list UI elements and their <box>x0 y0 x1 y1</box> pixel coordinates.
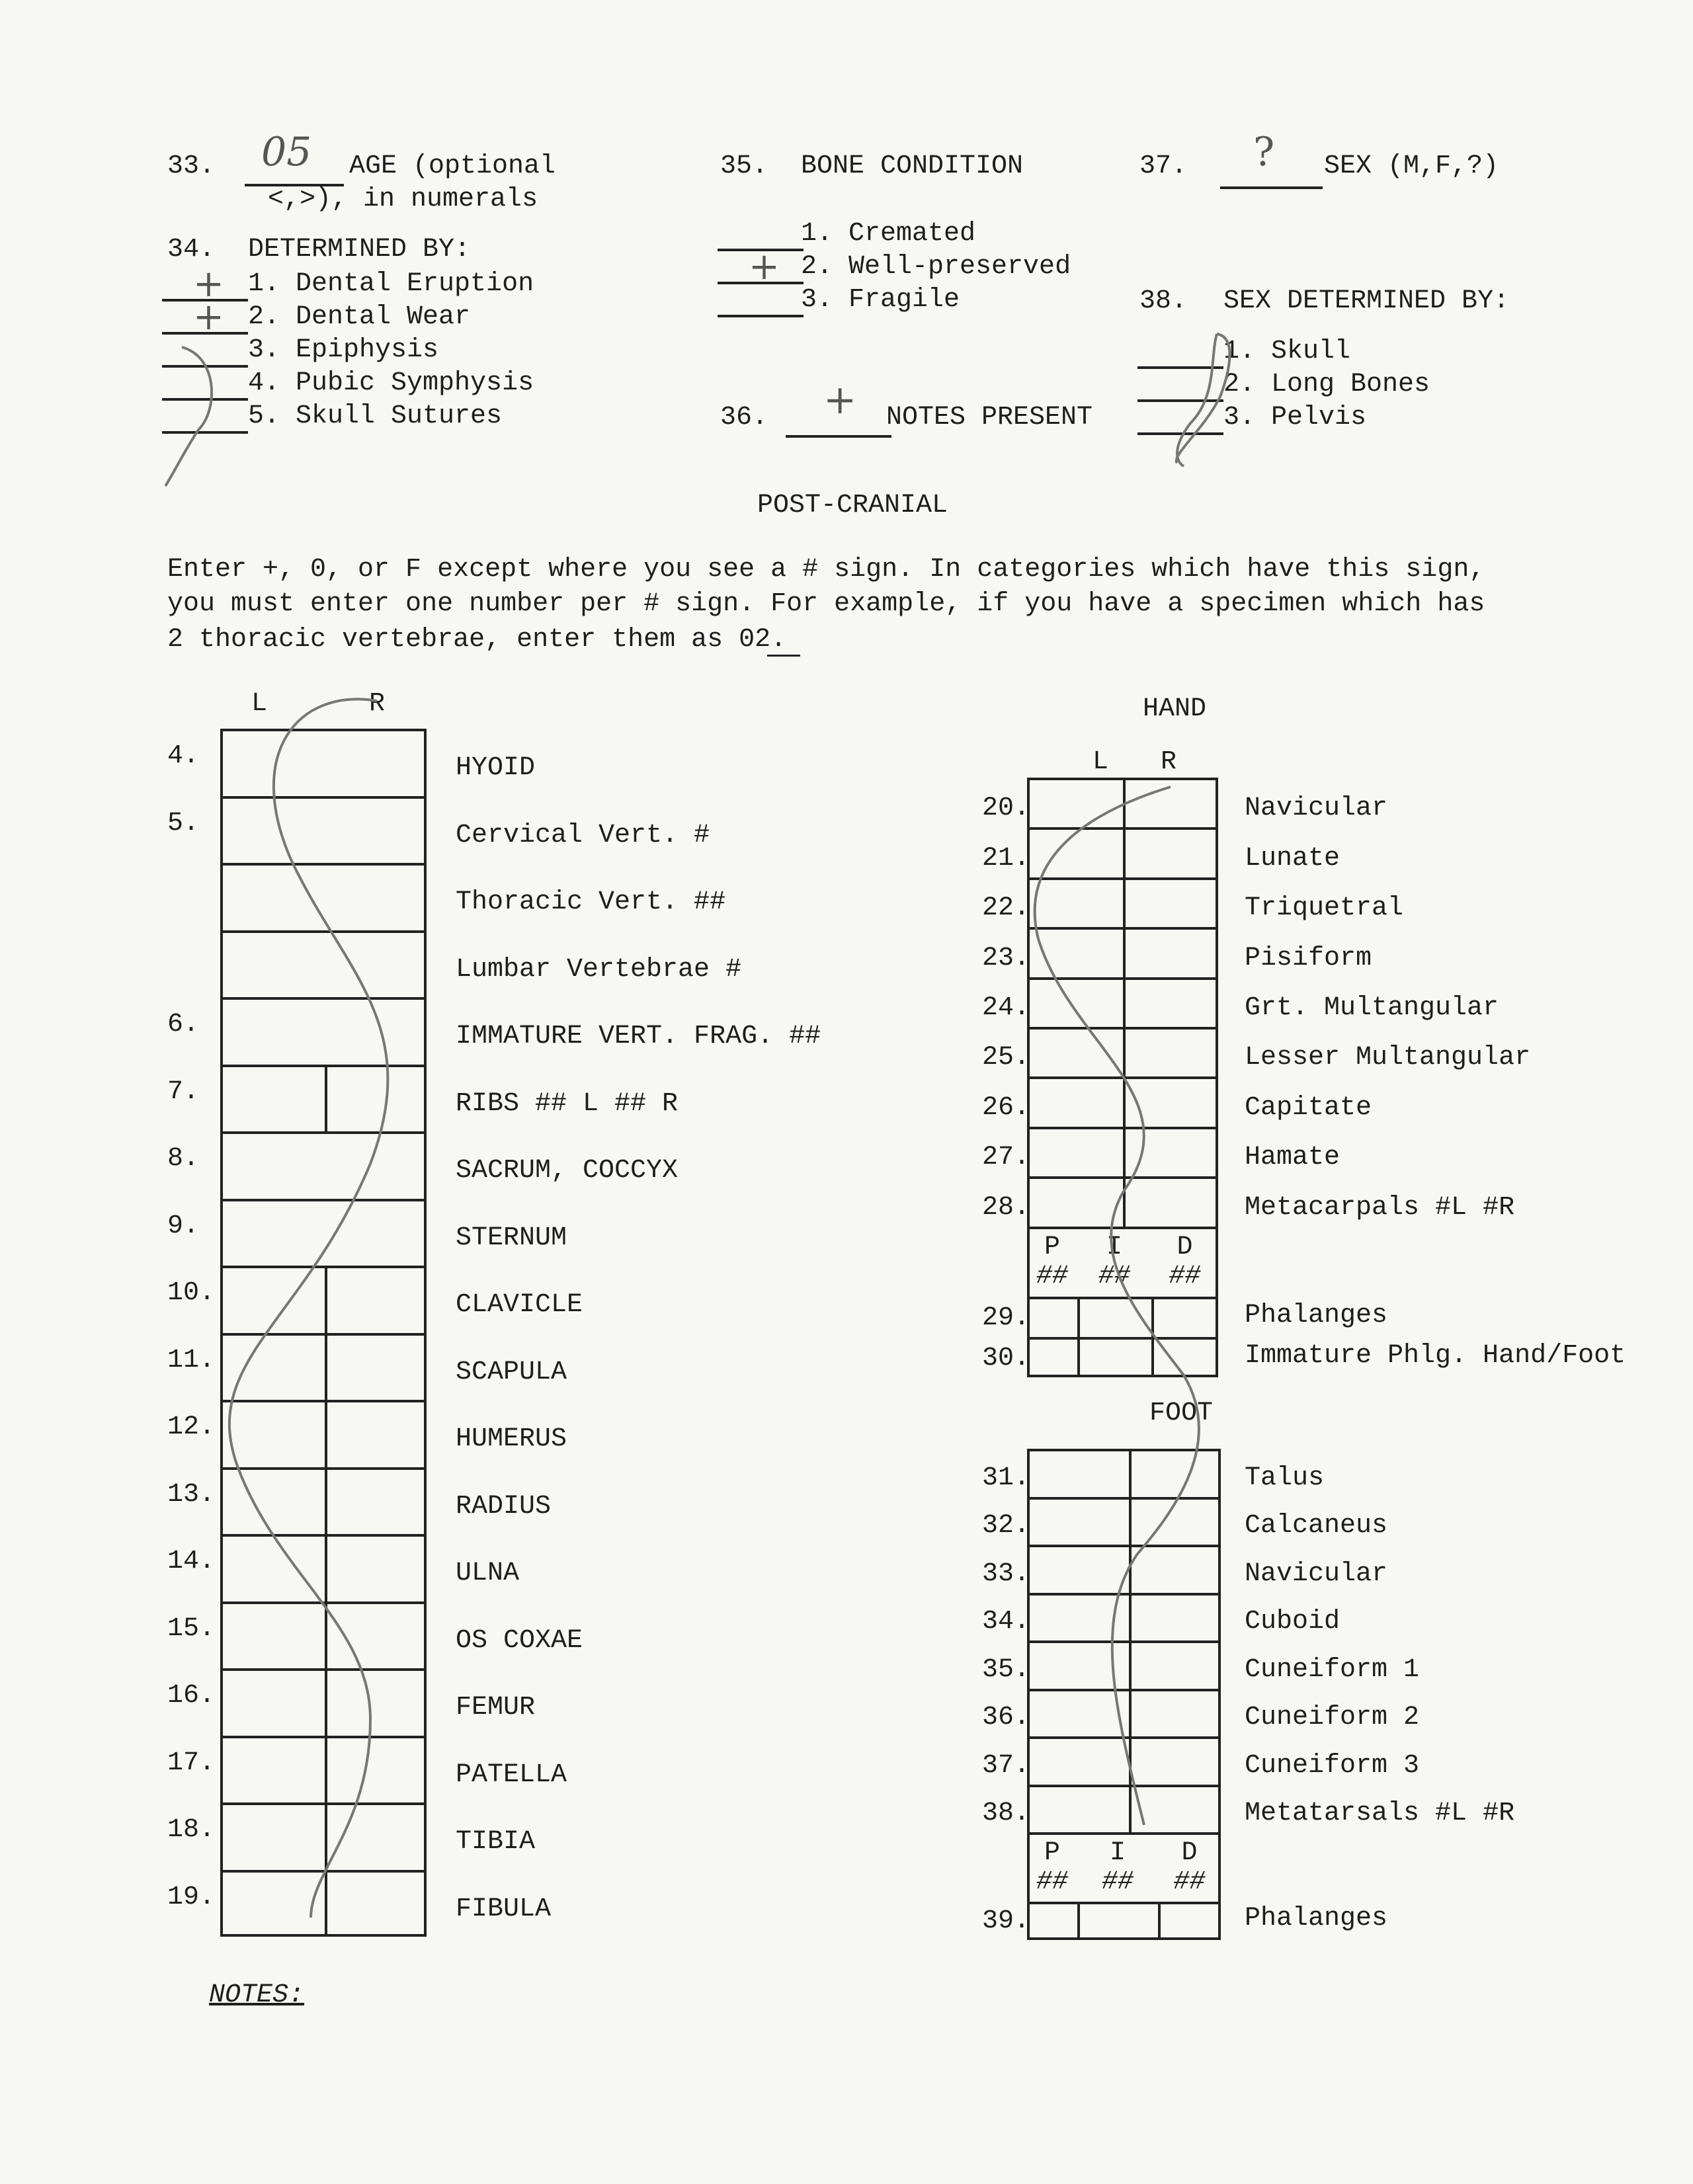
row-number: 13. <box>167 1479 216 1510</box>
row-number: 20. <box>982 793 1030 824</box>
pid-hash: ## <box>1173 1867 1206 1897</box>
instruction-line-2: you must enter one number per # sign. For example, if you have a specimen which has <box>167 589 1485 619</box>
q35-number: 35. <box>720 151 768 181</box>
cell-right[interactable] <box>1129 1689 1221 1737</box>
q33-label-2: <,>), in numerals <box>268 184 538 214</box>
q34-option-1-mark: + <box>193 263 224 305</box>
q34-option-4: 4. Pubic Symphysis <box>248 368 534 398</box>
example-underline <box>767 655 800 657</box>
notes-label: NOTES: <box>209 1980 305 2010</box>
row-number: 7. <box>167 1076 200 1107</box>
q34-option-5-field[interactable] <box>162 431 248 434</box>
cell-i[interactable] <box>1077 1337 1151 1377</box>
cell-left[interactable] <box>1027 1689 1129 1737</box>
cell-left[interactable] <box>1027 977 1123 1027</box>
q38-option-1: 1. Skull <box>1223 337 1351 366</box>
row-label: Lunate <box>1245 843 1341 873</box>
q34-number: 34. <box>167 235 216 264</box>
pid-header-p: P <box>1044 1838 1061 1868</box>
cell-left[interactable] <box>1027 1640 1129 1689</box>
instruction-line-1: Enter +, 0, or F except where you see a # sign. In categories which have this sign, <box>167 555 1485 585</box>
row-label: Talus <box>1245 1463 1325 1493</box>
q35-option-2-mark: + <box>749 245 780 288</box>
row-label: ULNA <box>456 1558 520 1588</box>
cell-left[interactable] <box>220 1467 325 1535</box>
row-label: Metatarsals #L #R <box>1245 1799 1515 1828</box>
cell-left[interactable] <box>220 1065 325 1132</box>
row-label: CLAVICLE <box>456 1290 583 1320</box>
pid-header-d: D <box>1177 1232 1193 1262</box>
q37-sex-field[interactable] <box>1220 186 1323 189</box>
cell-right[interactable] <box>325 1870 427 1937</box>
row-number: 19. <box>167 1882 216 1912</box>
q38-title: SEX DETERMINED BY: <box>1223 286 1510 316</box>
cell-right[interactable] <box>1123 778 1218 827</box>
cell-left[interactable] <box>1027 1176 1123 1226</box>
section-title: POST-CRANIAL <box>757 491 948 520</box>
cell-left[interactable] <box>1027 1027 1123 1076</box>
row-label: TIBIA <box>456 1827 536 1857</box>
cell-left[interactable] <box>220 1400 325 1467</box>
cell-left[interactable] <box>220 1333 325 1400</box>
row-number: 28. <box>982 1192 1030 1223</box>
cell-left[interactable] <box>1027 1076 1123 1126</box>
row-number: 38. <box>982 1799 1030 1828</box>
cell-right[interactable] <box>1129 1593 1221 1641</box>
cell-right[interactable] <box>1123 1076 1218 1126</box>
cell-left[interactable] <box>1027 1127 1123 1176</box>
cell[interactable] <box>220 930 427 998</box>
row-label: Cuneiform 2 <box>1245 1703 1420 1732</box>
row-label: Metacarpals #L #R <box>1245 1192 1515 1223</box>
pid-hash: ## <box>1098 1261 1131 1291</box>
row-label: HYOID <box>456 753 536 783</box>
row-number: 18. <box>167 1815 216 1845</box>
cell-right[interactable] <box>1123 1027 1218 1076</box>
q38-option-2-field[interactable] <box>1137 399 1223 402</box>
row-label: Capitate <box>1245 1092 1372 1123</box>
q35-option-3: 3. Fragile <box>801 285 960 315</box>
row-label: Lesser Multangular <box>1245 1043 1531 1073</box>
row-number: 35. <box>982 1654 1030 1685</box>
q33-number: 33. <box>167 151 216 181</box>
q37-label: SEX (M,F,?) <box>1324 151 1499 181</box>
cell-d[interactable] <box>1151 1337 1218 1377</box>
cell-i[interactable] <box>1077 1297 1151 1337</box>
row-label: SACRUM, COCCYX <box>456 1156 679 1186</box>
row-number: 34. <box>982 1607 1030 1637</box>
row-number: 39. <box>982 1906 1030 1936</box>
row-label: Immature Phlg. Hand/Foot <box>1245 1340 1626 1371</box>
cell-right[interactable] <box>325 1668 427 1736</box>
cell-left[interactable] <box>1027 927 1123 977</box>
row-number: 24. <box>982 993 1030 1023</box>
row-number: 33. <box>982 1558 1030 1589</box>
cell-right[interactable] <box>1123 977 1218 1027</box>
cell-left[interactable] <box>220 1266 325 1333</box>
q36-label: NOTES PRESENT <box>886 403 1093 432</box>
row-label: Cervical Vert. # <box>456 820 710 850</box>
cell-right[interactable] <box>325 1467 427 1535</box>
q35-option-3-field[interactable] <box>718 315 804 317</box>
row-label: Phalanges <box>1245 1904 1388 1933</box>
row-label: Calcaneus <box>1245 1511 1388 1541</box>
q37-sex-value: ? <box>1253 129 1275 175</box>
row-divider <box>1027 1227 1218 1229</box>
row-label: OS COXAE <box>456 1625 583 1656</box>
cell-right[interactable] <box>325 1065 427 1132</box>
cell-left[interactable] <box>220 1668 325 1736</box>
cell-left[interactable] <box>220 1870 325 1937</box>
row-number: 25. <box>982 1043 1030 1073</box>
left-col-header-l: L <box>251 689 268 719</box>
cell[interactable] <box>220 1199 427 1266</box>
q38-number: 38. <box>1139 286 1188 316</box>
row-number: 8. <box>167 1144 200 1174</box>
row-label: Navicular <box>1245 1558 1388 1589</box>
row-label: Triquetral <box>1245 893 1404 924</box>
cell-left[interactable] <box>1027 1449 1129 1497</box>
row-label: Thoracic Vert. ## <box>456 887 726 917</box>
cell-right[interactable] <box>1129 1785 1221 1833</box>
cell-d[interactable] <box>1151 1297 1218 1337</box>
row-number: 37. <box>982 1750 1030 1781</box>
cell-left[interactable] <box>1027 1593 1129 1641</box>
cell-right[interactable] <box>325 1601 427 1669</box>
q36-number: 36. <box>720 403 768 432</box>
row-label: Cuneiform 1 <box>1245 1654 1420 1685</box>
row-number: 29. <box>982 1303 1030 1333</box>
hand-title: HAND <box>1143 694 1207 724</box>
cell-left[interactable] <box>1027 1545 1129 1593</box>
row-number: 16. <box>167 1681 216 1711</box>
bracket-q34 <box>165 347 212 486</box>
cell[interactable] <box>220 729 427 796</box>
q33-age-value: 05 <box>261 129 312 175</box>
cell-right[interactable] <box>1123 827 1218 877</box>
cell-p[interactable] <box>1027 1297 1077 1337</box>
pid-header-p: P <box>1044 1232 1061 1262</box>
row-number: 21. <box>982 843 1030 873</box>
q34-option-2: 2. Dental Wear <box>248 302 471 332</box>
row-divider <box>1027 1832 1221 1835</box>
q34-option-3: 3. Epiphysis <box>248 335 439 365</box>
row-label: STERNUM <box>456 1223 567 1253</box>
row-label: HUMERUS <box>456 1424 567 1454</box>
q38-option-3: 3. Pelvis <box>1223 403 1367 432</box>
row-number: 31. <box>982 1463 1030 1493</box>
cell-right[interactable] <box>325 1400 427 1467</box>
q34-title: DETERMINED BY: <box>248 235 471 264</box>
row-number: 5. <box>167 808 200 838</box>
row-number: 17. <box>167 1748 216 1778</box>
cell-right[interactable] <box>1123 1127 1218 1176</box>
row-number: 30. <box>982 1343 1030 1373</box>
pid-header-i: I <box>1106 1232 1123 1262</box>
row-label: RIBS ## L ## R <box>456 1088 679 1119</box>
cell-left[interactable] <box>220 1736 325 1803</box>
cell-left[interactable] <box>1027 1736 1129 1785</box>
q34-option-2-mark: + <box>193 296 224 339</box>
row-label: FEMUR <box>456 1693 536 1722</box>
cell-right[interactable] <box>1123 1176 1218 1226</box>
cell-right[interactable] <box>1123 877 1218 927</box>
left-col-header-r: R <box>369 689 386 719</box>
hand-col-header-r: R <box>1161 747 1177 777</box>
cell-right[interactable] <box>1129 1545 1221 1593</box>
cell-i[interactable] <box>1077 1902 1158 1940</box>
row-label: SCAPULA <box>456 1357 567 1387</box>
row-number: 6. <box>167 1010 200 1039</box>
pid-hash: ## <box>1036 1867 1069 1897</box>
cell[interactable] <box>220 997 427 1065</box>
row-number: 23. <box>982 943 1030 973</box>
pid-hash: ## <box>1169 1261 1201 1291</box>
cell-left[interactable] <box>1027 1497 1129 1545</box>
row-number: 32. <box>982 1511 1030 1541</box>
row-number: 27. <box>982 1143 1030 1173</box>
cell[interactable] <box>220 863 427 930</box>
row-number: 9. <box>167 1211 200 1241</box>
cell-p[interactable] <box>1027 1902 1077 1940</box>
q36-notes-value: + <box>823 377 857 423</box>
row-label: Navicular <box>1245 793 1388 824</box>
row-label: Cuboid <box>1245 1607 1341 1637</box>
cell-left[interactable] <box>220 1534 325 1601</box>
cell-right[interactable] <box>325 1333 427 1400</box>
row-label: IMMATURE VERT. FRAG. ## <box>456 1022 821 1051</box>
row-label: Hamate <box>1245 1143 1341 1173</box>
cell-right[interactable] <box>1129 1736 1221 1785</box>
pid-header-d: D <box>1181 1838 1198 1868</box>
row-number: 4. <box>167 741 200 771</box>
q34-option-1: 1. Dental Eruption <box>248 269 534 299</box>
cell-left[interactable] <box>220 1802 325 1870</box>
q36-notes-field[interactable] <box>786 435 891 438</box>
cell-right[interactable] <box>325 1736 427 1803</box>
row-number: 12. <box>167 1412 216 1442</box>
q34-option-4-field[interactable] <box>162 398 248 401</box>
cell[interactable] <box>220 1131 427 1199</box>
cell-left[interactable] <box>220 1601 325 1669</box>
row-label: PATELLA <box>456 1759 567 1790</box>
row-number: 15. <box>167 1613 216 1644</box>
cell-p[interactable] <box>1027 1337 1077 1377</box>
cell-right[interactable] <box>325 1534 427 1601</box>
cell-right[interactable] <box>1129 1449 1221 1497</box>
foot-title: FOOT <box>1149 1398 1214 1428</box>
bracket-q38 <box>1177 334 1230 463</box>
q33-label: AGE (optional <box>349 151 556 181</box>
row-label: FIBULA <box>456 1894 552 1924</box>
cell-right[interactable] <box>1129 1640 1221 1689</box>
q35-option-1: 1. Cremated <box>801 219 976 249</box>
q35-option-2: 2. Well-preserved <box>801 252 1071 282</box>
row-number: 10. <box>167 1278 216 1308</box>
row-number: 14. <box>167 1547 216 1576</box>
cell-left[interactable] <box>1027 778 1123 827</box>
cell-right[interactable] <box>325 1802 427 1870</box>
cell-right[interactable] <box>1129 1497 1221 1545</box>
q37-number: 37. <box>1139 151 1188 181</box>
row-label: Grt. Multangular <box>1245 993 1499 1023</box>
row-label: Lumbar Vertebrae # <box>456 954 742 985</box>
q38-option-2: 2. Long Bones <box>1223 370 1430 399</box>
cell-d[interactable] <box>1158 1902 1221 1940</box>
row-number: 36. <box>982 1703 1030 1732</box>
cell-right[interactable] <box>1123 927 1218 977</box>
q35-title: BONE CONDITION <box>801 151 1024 181</box>
row-label: RADIUS <box>456 1491 552 1521</box>
q38-option-1-field[interactable] <box>1137 366 1223 369</box>
row-label: Phalanges <box>1245 1300 1388 1330</box>
q34-option-5: 5. Skull Sutures <box>248 401 503 431</box>
cell-left[interactable] <box>1027 1785 1129 1833</box>
q34-option-3-field[interactable] <box>162 365 248 368</box>
pid-header-i: I <box>1110 1838 1126 1868</box>
cell-right[interactable] <box>325 1266 427 1333</box>
row-number: 11. <box>167 1345 216 1375</box>
cell-left[interactable] <box>1027 827 1123 877</box>
row-label: Pisiform <box>1245 943 1372 973</box>
q38-option-3-field[interactable] <box>1137 432 1223 435</box>
hand-col-header-l: L <box>1093 747 1109 777</box>
row-number: 26. <box>982 1092 1030 1123</box>
pid-hash: ## <box>1102 1867 1134 1897</box>
row-number: 22. <box>982 893 1030 924</box>
row-label: Cuneiform 3 <box>1245 1750 1420 1781</box>
cell[interactable] <box>220 796 427 864</box>
pid-hash: ## <box>1036 1261 1069 1291</box>
cell-left[interactable] <box>1027 877 1123 927</box>
instruction-line-3: 2 thoracic vertebrae, enter them as 02. <box>167 625 787 655</box>
